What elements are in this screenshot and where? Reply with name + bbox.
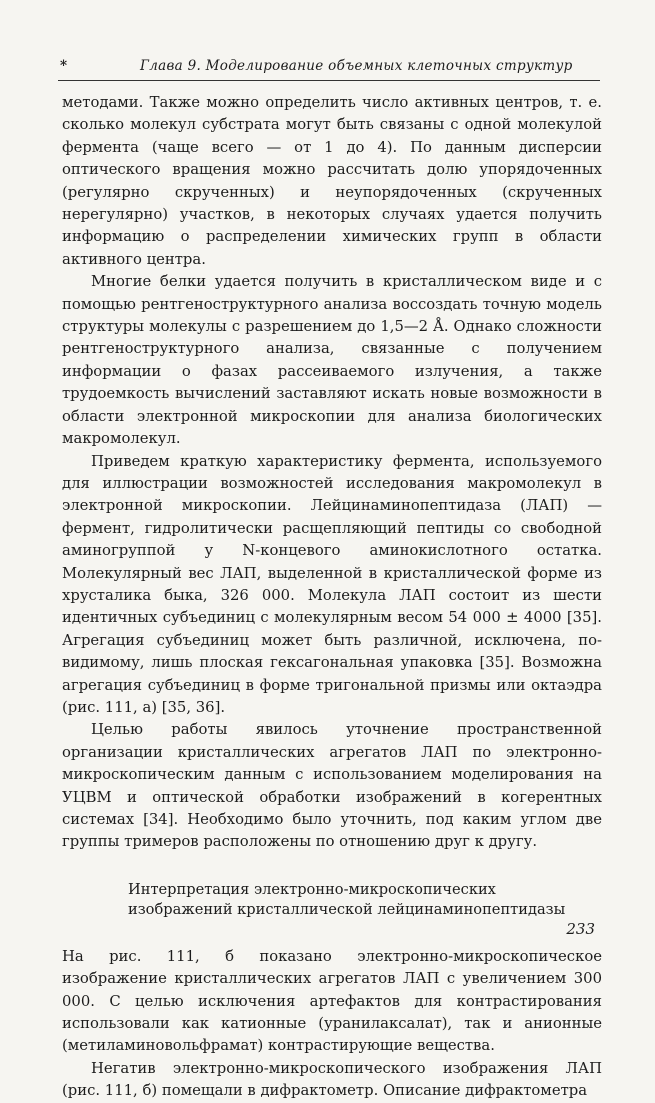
- paragraph: методами. Также можно определить число активных центров, т. е. сколько молекул субстрата могут быть связаны с одной молекулой фермента (чаще всего — от 1 до 4). По данным дисперсии оптического вращения можно рассчитать долю упорядоченных (регулярно скрученных) и неупорядоченных (скрученных нерегулярно) участков, в некоторых случаях удается получить информацию о распределении химических групп в области активного центра.: [62, 94, 602, 268]
- paragraph: Многие белки удается получить в кристаллическом виде и с помощью рентгеноструктурного анализа воссоздать точную модель структуры молекулы с разрешением до 1,5—2 Å. Однако сложности рентгеноструктурного анализа, связанные с получением информации о фазах рассеиваемого излучения, а также трудоемкость вычислений заставляют искать новые возможности в области электронной микроскопии для анализа биологических макромолекул.: [62, 273, 602, 448]
- section-heading: Интерпретация электронно-микроскопических изображений кристаллической лейцинаминопептидазы: [128, 880, 566, 918]
- asterisk-mark: *: [60, 58, 68, 74]
- paragraph: Приведем краткую характеристику фермента, используемого для иллюстрации возможностей исследования макромолекул в электронной микроскопии. Лейцинаминопептидаза (ЛАП) — фермент, гидролитически расщепляющий пептиды со свободной аминогруппой у N-концевого аминокислотного остатка. Молекулярный вес ЛАП, выделенной в кристаллической форме из хрусталика быка, 326 000. Молекула ЛАП состоит из шести идентичных субъединиц с молекулярным весом 54 000 ± 4000 [35]. Агрегация субъединиц может быть различной, исключена, по-видимому, лишь плоская гексагональная упаковка [35]. Возможна агрегация субъединиц в форме тригональной призмы или октаэдра (рис. 111, а) [35, 36].: [62, 452, 602, 716]
- header-rule: [58, 80, 600, 81]
- page-body: [62, 92, 602, 1103]
- page-number: 233: [566, 920, 595, 938]
- paragraph: Негатив электронно-микроскопического изображения ЛАП (рис. 111, б) помещали в дифрактометр. Описание дифрактометра: [62, 1059, 602, 1100]
- running-title: Глава 9. Моделирование объемных клеточных структур: [140, 58, 573, 74]
- paragraph: На рис. 111, б показано электронно-микроскопическое изображение кристаллических агрегатов ЛАП с увеличением 300 000. С целью исключения артефактов для контрастирования использовали как катионные (уранилаксалат), так и анионные (метиламиновольфрамат) контрастирующие вещества.: [62, 947, 602, 1055]
- paragraph: Целью работы явилось уточнение пространственной организации кристаллических агрегатов ЛАП по электронно-микроскопическим данным с использованием моделирования на УЦВМ и оптической обработки изображений в когерентных системах [34]. Необходимо было уточнить, под каким углом две группы тримеров расположены по отношению друг к другу.: [62, 721, 602, 851]
